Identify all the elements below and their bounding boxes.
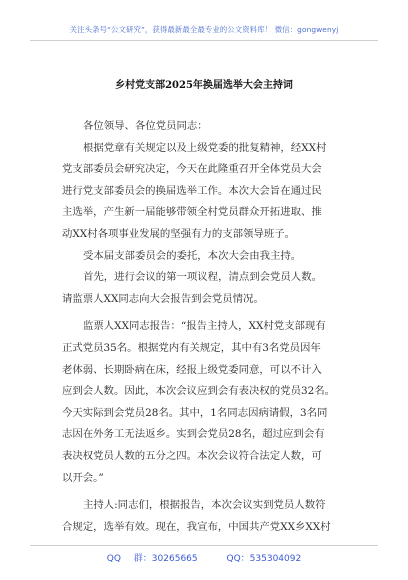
- body-line: 根据党章有关规定以及上级党委的批复精神，经XX村: [83, 141, 327, 154]
- header-divider: [30, 40, 378, 41]
- salutation-line: 各位领导、各位党员同志：: [83, 120, 208, 132]
- body-line: 以开会。”: [62, 471, 104, 484]
- document-title: 乡村党支部2025年换届选举大会主持词: [115, 80, 293, 91]
- body-line: 主选举，产生新一届能够带领全村党员群众开拓进取、推: [62, 206, 322, 219]
- footer: [0, 551, 408, 564]
- document-body: [62, 116, 352, 538]
- footer-qq: QQ：535304092: [226, 554, 302, 564]
- body-line: 主持人:同志们，根据报告，本次会议实到党员人数符: [83, 499, 326, 512]
- body-line: 老体弱、长期卧病在床，经报上级党委同意，可以不计入: [62, 363, 322, 376]
- body-line: 请监票人XX同志向大会报告到会党员情况。: [62, 292, 264, 305]
- footer-qq-group: QQ 群：30265665: [106, 554, 198, 564]
- body-line: 监票人XX同志报告：“报告主持人，XX村党支部现有: [83, 320, 326, 333]
- body-line: 应到会人数。因此，本次会议应到会有表决权的党员32名。: [62, 385, 335, 398]
- body-line: 志因在外务工无法返乡。实到会党员28名，超过应到会有: [62, 428, 325, 441]
- header-note: 关注头条号“公文研究”，获得最新最全最专业的公文资料库！ 微信：gongwenyj: [69, 25, 339, 34]
- body-line: 表决权党员人数的五分之四。本次会议符合法定人数，可: [62, 449, 322, 462]
- body-line: 进行党支部委员会的换届选举工作。本次大会旨在通过民: [62, 184, 322, 197]
- body-line: 正式党员35名。根据党内有关规定，其中有3名党员因年: [62, 341, 321, 354]
- body-line: 首先，进行会议的第一项议程，清点到会党员人数。: [83, 271, 322, 284]
- body-line: 党支部委员会研究决定，今天在此隆重召开全体党员大会: [62, 163, 322, 176]
- body-line: 合规定，选举有效。现在，我宣布，中国共产党XX乡XX村: [62, 520, 331, 533]
- body-line: 动XX村各项事业发展的坚强有力的支部领导班子。: [62, 227, 295, 240]
- body-line: 受本届支部委员会的委托，本次大会由我主持。: [83, 249, 302, 262]
- footer-divider: [30, 545, 378, 546]
- body-line: 今天实际到会党员28名。其中，1名同志因病请假，3名同: [62, 406, 328, 419]
